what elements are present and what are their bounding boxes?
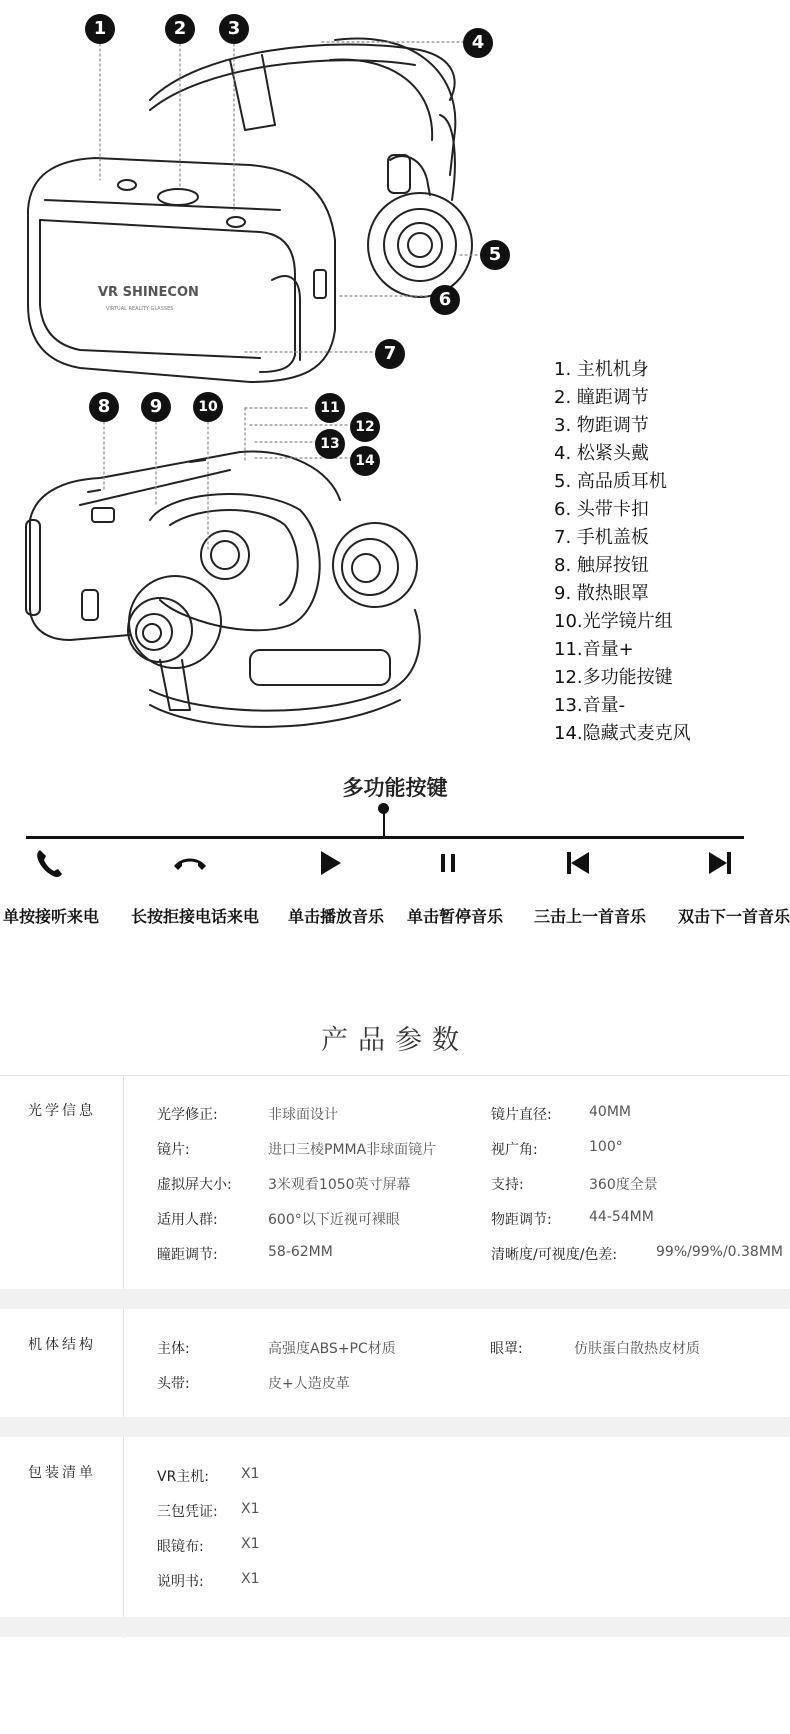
previous-track-icon: [558, 846, 598, 880]
legend-item: 4. 松紧头戴: [554, 443, 649, 464]
callout-4: 4: [463, 28, 493, 58]
spec-value: 非球面设计: [268, 1107, 338, 1123]
control-label-next: 双击下一首音乐: [678, 907, 790, 926]
spec-value: 进口三棱PMMA非球面镜片: [268, 1142, 437, 1158]
callout-9: 9: [141, 392, 171, 422]
spec-key: 主体:: [157, 1341, 190, 1357]
spec-top-border: [0, 1075, 790, 1076]
spec-category-structure: 机体结构: [28, 1337, 96, 1353]
spec-key: 镜片:: [157, 1142, 190, 1158]
legend-item: 7. 手机盖板: [554, 527, 649, 548]
play-icon: [311, 846, 351, 880]
brand-logo-text: VR SHINECON: [98, 285, 199, 300]
spec-separator: [0, 1617, 790, 1637]
legend-item: 10.光学镜片组: [554, 611, 673, 632]
phone-icon: [30, 846, 70, 880]
spec-value: X1: [241, 1536, 260, 1552]
spec-value: X1: [241, 1571, 260, 1587]
callout-7: 7: [375, 339, 405, 369]
spec-value: 99%/99%/0.38MM: [656, 1244, 783, 1260]
spec-key: VR主机:: [157, 1469, 210, 1485]
spec-key: 支持:: [491, 1177, 524, 1193]
callout-14: 14: [350, 446, 380, 476]
spec-key: 说明书:: [157, 1574, 204, 1590]
callout-13: 13: [315, 429, 345, 459]
control-label-previous: 三击上一首音乐: [534, 907, 647, 926]
legend-item: 3. 物距调节: [554, 415, 649, 436]
spec-key: 适用人群:: [157, 1212, 218, 1228]
brand-subtitle-text: VIRTUAL REALITY GLASSES: [106, 306, 174, 312]
callout-2: 2: [165, 14, 195, 44]
spec-column-divider: [123, 1076, 124, 1638]
spec-value: 600°以下近视可裸眼: [268, 1212, 400, 1228]
headset-rear-drawing: [26, 452, 420, 727]
next-track-icon: [700, 846, 740, 880]
spec-separator: [0, 1289, 790, 1309]
spec-value: 44-54MM: [589, 1209, 654, 1225]
legend-item: 8. 触屏按钮: [554, 555, 649, 576]
legend-item: 11.音量+: [554, 639, 634, 660]
hang-up-icon: [170, 846, 210, 880]
control-label-pause: 单击暂停音乐: [407, 907, 504, 926]
legend-item: 1. 主机机身: [554, 359, 649, 380]
spec-value: 360度全景: [589, 1177, 658, 1193]
spec-category-optics: 光学信息: [28, 1103, 96, 1119]
spec-key: 头带:: [157, 1376, 190, 1392]
parts-legend: [554, 356, 691, 748]
legend-item: 12.多功能按键: [554, 667, 673, 688]
callout-1: 1: [85, 14, 115, 44]
callout-5: 5: [480, 240, 510, 270]
spec-key: 视广角:: [491, 1142, 538, 1158]
spec-key: 虚拟屏大小:: [157, 1177, 232, 1193]
product-diagram: [0, 0, 790, 760]
spec-value: 40MM: [589, 1104, 631, 1120]
spec-value: X1: [241, 1501, 260, 1517]
callout-11: 11: [315, 393, 345, 423]
spec-key: 光学修正:: [157, 1107, 218, 1123]
spec-key: 瞳距调节:: [157, 1247, 218, 1263]
legend-item: 9. 散热眼罩: [554, 583, 649, 604]
spec-value: 100°: [589, 1139, 623, 1155]
spec-title: 产品参数: [321, 1025, 469, 1056]
spec-key: 清晰度/可视度/色差:: [491, 1247, 618, 1263]
spec-key: 眼镜布:: [157, 1539, 204, 1555]
spec-value: 3米观看1050英寸屏幕: [268, 1177, 411, 1193]
control-label-reject: 长按拒接电话来电: [131, 907, 260, 926]
legend-item: 14.隐藏式麦克风: [554, 723, 691, 744]
headset-front-drawing: [28, 38, 472, 382]
callout-10: 10: [193, 392, 223, 422]
spec-value: 仿肤蛋白散热皮材质: [574, 1341, 700, 1357]
legend-item: 13.音量-: [554, 695, 626, 716]
pause-icon: [428, 846, 468, 880]
spec-key: 物距调节:: [491, 1212, 552, 1228]
timeline-stem: [383, 808, 385, 838]
control-label-answer: 单按接听来电: [3, 907, 100, 926]
callout-3: 3: [219, 14, 249, 44]
spec-key: 镜片直径:: [491, 1107, 552, 1123]
callout-6: 6: [430, 285, 460, 315]
multifunction-title: 多功能按键: [342, 776, 448, 800]
timeline-line: [26, 836, 744, 839]
callout-12: 12: [350, 412, 380, 442]
spec-value: X1: [241, 1466, 260, 1482]
spec-value: 高强度ABS+PC材质: [268, 1341, 396, 1357]
spec-category-package: 包装清单: [28, 1465, 96, 1481]
spec-separator: [0, 1417, 790, 1437]
legend-item: 6. 头带卡扣: [554, 499, 649, 520]
legend-item: 5. 高品质耳机: [554, 471, 667, 492]
control-label-play: 单击播放音乐: [288, 907, 385, 926]
spec-value: 58-62MM: [268, 1244, 333, 1260]
legend-item: 2. 瞳距调节: [554, 387, 649, 408]
spec-key: 眼罩:: [490, 1341, 523, 1357]
spec-value: 皮+人造皮革: [268, 1376, 350, 1392]
callout-8: 8: [89, 392, 119, 422]
spec-key: 三包凭证:: [157, 1504, 218, 1520]
